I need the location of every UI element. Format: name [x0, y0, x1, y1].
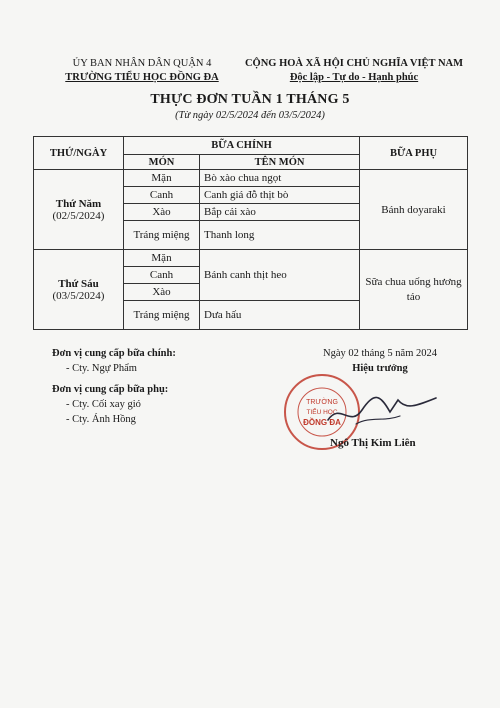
snack-supplier-heading: Đơn vị cung cấp bữa phụ: — [52, 384, 169, 395]
dish-type: Tráng miệng — [124, 221, 200, 250]
nation-name: CỘNG HOÀ XÃ HỘI CHỦ NGHĨA VIỆT NAM — [244, 58, 464, 69]
dish-name: Dưa hấu — [200, 301, 360, 330]
dish-name: Bắp cải xào — [200, 204, 360, 221]
date-range: (Từ ngày 02/5/2024 đến 03/5/2024) — [175, 110, 325, 121]
dish-type: Mặn — [124, 250, 200, 267]
snack-cell: Sữa chua uống hương táo — [360, 250, 468, 330]
header-snack: BỮA PHỤ — [360, 137, 468, 170]
day-date: (03/5/2024) — [52, 289, 105, 302]
handwritten-signature — [320, 380, 440, 440]
national-motto: Độc lập - Tự do - Hạnh phúc — [289, 72, 419, 83]
organization-header — [52, 57, 232, 85]
signer-role: Hiệu trưởng — [352, 363, 408, 374]
header-main-meal: BỮA CHÍNH — [124, 137, 360, 155]
table-row — [34, 250, 468, 267]
district-name: ỦY BAN NHÂN DÂN QUẬN 4 — [72, 58, 212, 69]
day-cell — [34, 250, 124, 330]
signer-name: Ngô Thị Kim Liên — [330, 437, 416, 449]
day-date: (02/5/2024) — [52, 209, 105, 222]
header-dish-name: TÊN MÓN — [200, 155, 360, 170]
day-name: Thứ Sáu — [58, 277, 99, 290]
snack-supplier-list — [52, 397, 176, 427]
school-name: TRƯỜNG TIỂU HỌC ĐỒNG ĐA — [65, 72, 219, 83]
dish-name: Canh giá đỗ thịt bò — [200, 187, 360, 204]
stamp-line-3: ĐỒNG ĐA — [303, 418, 341, 427]
stamp-line-1: TRƯỜNG — [306, 399, 338, 406]
document-title: THỰC ĐƠN TUẦN 1 THÁNG 5 — [150, 92, 350, 107]
dish-type: Mặn — [124, 170, 200, 187]
dish-type: Xào — [124, 284, 200, 301]
list-item: - Cty. Ánh Hồng — [66, 412, 176, 427]
dish-type: Tráng miệng — [124, 301, 200, 330]
suppliers-section — [52, 346, 176, 427]
header-dish-type: MÓN — [124, 155, 200, 170]
list-item: - Cty. Cối xay gió — [66, 397, 176, 412]
day-name: Thứ Năm — [55, 197, 102, 210]
national-header — [238, 57, 470, 85]
dish-name: Bò xào chua ngọt — [200, 170, 360, 187]
menu-table — [33, 136, 468, 330]
dish-type: Canh — [124, 187, 200, 204]
main-supplier-heading: Đơn vị cung cấp bữa chính: — [52, 348, 176, 359]
sign-date: Ngày 02 tháng 5 năm 2024 — [322, 348, 438, 359]
main-supplier-list — [52, 361, 176, 376]
header-day: THỨ/NGÀY — [34, 137, 124, 170]
snack-cell: Bánh doyaraki — [360, 170, 468, 250]
table-row — [34, 170, 468, 187]
list-item: - Cty. Ngự Phẩm — [66, 361, 176, 376]
dish-name: Thanh long — [200, 221, 360, 250]
day-cell — [34, 170, 124, 250]
stamp-line-2: TIỂU HỌC — [306, 409, 338, 416]
dish-name: Bánh canh thịt heo — [200, 250, 360, 301]
dish-type: Xào — [124, 204, 200, 221]
dish-type: Canh — [124, 267, 200, 284]
